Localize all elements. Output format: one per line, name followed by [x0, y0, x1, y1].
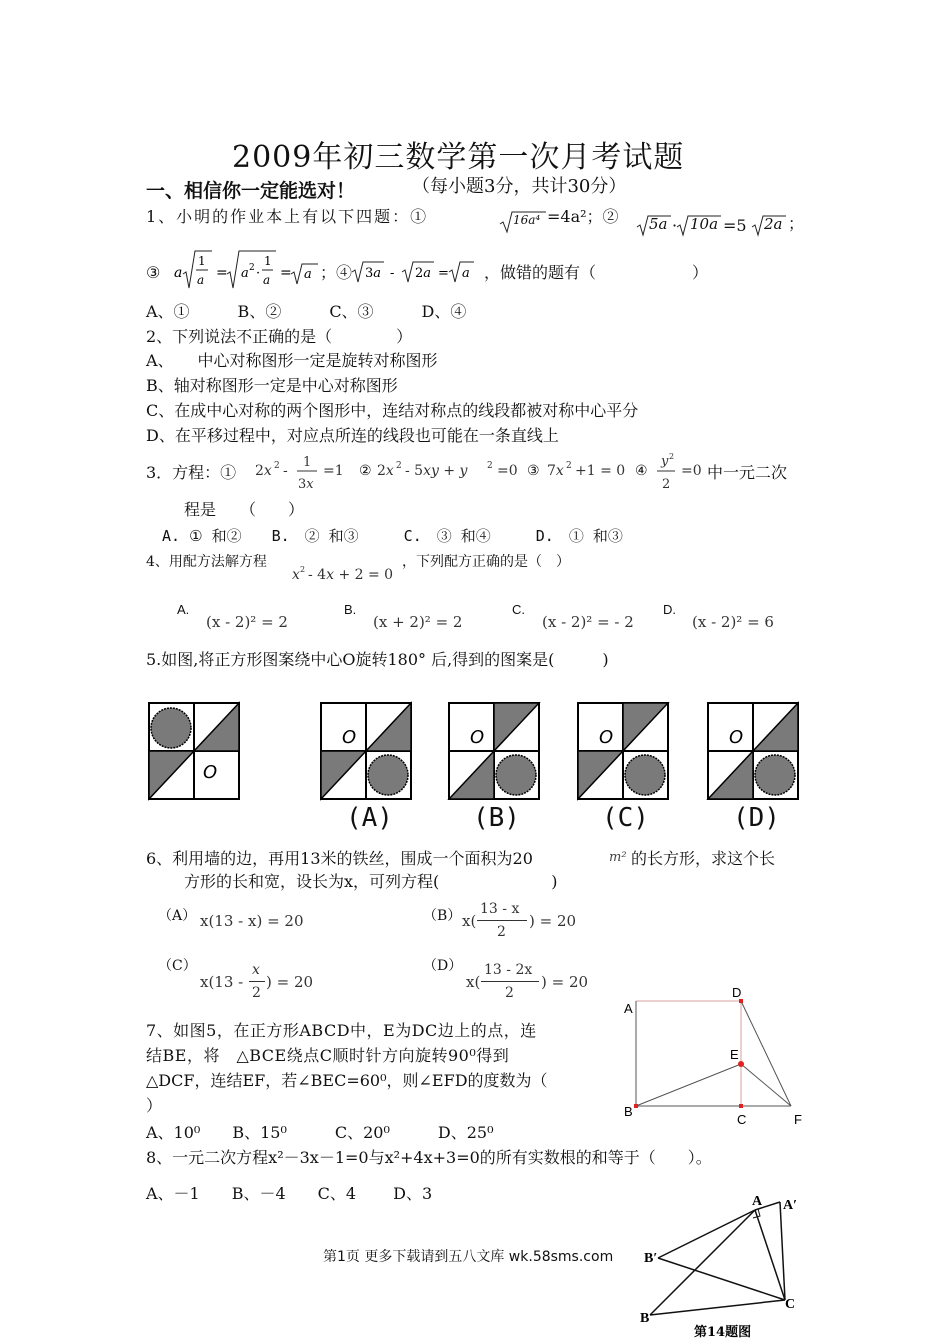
svg-text:2: 2: [669, 452, 675, 461]
svg-text:2: 2: [274, 461, 280, 471]
fraction-bar: [477, 920, 527, 921]
q5-label-b: (B): [473, 803, 520, 833]
svg-text:2: 2: [566, 461, 572, 471]
svg-text:2: 2: [249, 263, 255, 273]
q4-option-d-label: D.: [663, 602, 676, 617]
q1-expr1: 16a⁴: [513, 213, 541, 227]
fig14-label-b-prime: B′: [644, 1251, 658, 1266]
q1-expr2c: 2a: [764, 215, 783, 233]
q6-option-c-post: ) = 20: [266, 973, 314, 991]
fig14-caption: 第14题图: [694, 1325, 752, 1340]
q3-options: A. ① 和② B. ② 和③ C. ③ 和④ D. ① 和③: [162, 527, 623, 545]
svg-text:a: a: [241, 266, 249, 281]
q8-stem: 8、一元二次方程x²－3x－1=0与x²+4x+3=0的所有实数根的和等于（ ）。: [146, 1148, 712, 1167]
svg-text:2x: 2x: [255, 463, 272, 479]
q6-option-b-den: 2: [497, 924, 506, 940]
q4-stem: 4、用配方法解方程: [146, 554, 267, 570]
fig14-label-b: B: [640, 1311, 650, 1326]
q1-expr2a: 5a: [649, 215, 668, 233]
q1-part5: ；④: [320, 263, 353, 282]
svg-text:=: =: [438, 266, 449, 281]
svg-text:+1 = 0: +1 = 0: [575, 463, 626, 479]
q4-option-a-label: A.: [177, 602, 190, 617]
q2-option-a: A、 中心对称图形一定是旋转对称图形: [146, 351, 438, 370]
svg-text:a: a: [462, 266, 470, 281]
svg-text:2: 2: [396, 461, 402, 471]
q4-option-c: (x - 2)² = - 2: [542, 613, 634, 631]
q6-option-c-pre: x(13 -: [200, 973, 244, 991]
svg-text:=1: =1: [323, 463, 344, 479]
page-footer: 第1页 更多下载请到五八文库 wk.58sms.com: [323, 1249, 614, 1265]
svg-text:2a: 2a: [415, 266, 432, 281]
q5-option-b-pattern[interactable]: [448, 702, 542, 802]
point-label-c: C: [737, 1112, 747, 1127]
q6-option-c-label: （C）: [158, 958, 197, 974]
q6-option-b-pre: x(: [462, 912, 477, 930]
svg-text:y: y: [661, 454, 669, 469]
svg-text:O: O: [599, 727, 614, 748]
svg-text:-: -: [390, 266, 395, 281]
fraction-bar: [249, 981, 265, 982]
svg-text:·: ·: [256, 266, 261, 281]
svg-text:2: 2: [300, 565, 306, 574]
q6-option-b-post: ) = 20: [529, 912, 577, 930]
q1-part1: =4a²；②: [547, 207, 619, 226]
svg-text:2x: 2x: [377, 463, 394, 479]
q7-line4: ）: [146, 1096, 163, 1115]
svg-text:-: -: [283, 463, 288, 479]
q3-line2: 程是 （ ）: [184, 500, 305, 519]
point-label-e: E: [730, 1047, 739, 1062]
q2-option-b: B、轴对称图形一定是中心对称图形: [146, 376, 398, 395]
q5-label-d: (D): [733, 803, 780, 833]
q1-expression3: [172, 248, 320, 296]
q6-option-d-label: （D）: [423, 958, 463, 974]
q8-options: A、－1 B、－4 C、4 D、3: [146, 1184, 433, 1203]
q6-option-a: x(13 - x) = 20: [200, 912, 304, 930]
q4-tail: ，下列配方正确的是（ ）: [402, 554, 570, 570]
q6-option-c-den: 2: [252, 985, 261, 1001]
q4-option-d: (x - 2)² = 6: [692, 613, 774, 631]
q4-option-c-label: C.: [512, 602, 525, 617]
q7-line3: △DCF，连结EF，若∠BEC=60⁰，则∠EFD的度数为（: [146, 1071, 548, 1090]
q1-options: A、① B、② C、③ D、④: [146, 302, 467, 321]
svg-text:=0: =0: [681, 463, 702, 479]
q5-label-a: (A): [346, 803, 393, 833]
q7-line2: 结BE，将 △BCE绕点C顺时针方向旋转90⁰得到: [146, 1046, 510, 1065]
q4-option-a: (x - 2)² = 2: [206, 613, 288, 631]
fraction-bar: [481, 981, 539, 982]
svg-text:a: a: [304, 267, 312, 282]
svg-text:3a: 3a: [365, 266, 382, 281]
q1-part4: ③: [146, 263, 161, 282]
q6-option-a-label: （A）: [158, 908, 197, 924]
dot-symbol: ·: [672, 216, 678, 235]
point-label-f: F: [794, 1112, 802, 1127]
q1-part6: ，做错的题有（ ）: [484, 263, 709, 282]
svg-text:- 5xy + y: - 5xy + y: [405, 463, 468, 479]
q5-option-d-pattern[interactable]: [707, 702, 801, 802]
fig14-label-c: C: [785, 1297, 796, 1312]
svg-text:1: 1: [198, 254, 206, 268]
q2-stem: 2、下列说法不正确的是（ ）: [146, 327, 413, 346]
q6-option-d-pre: x(: [466, 973, 481, 991]
svg-text:x: x: [292, 567, 300, 583]
q5-stem: 5.如图,将正方形图案绕中心O旋转180° 后,得到的图案是( ): [146, 650, 609, 669]
svg-text:③: ③: [527, 463, 540, 479]
q6-option-d-num: 13 - 2x: [484, 962, 533, 978]
q1-part2: =5: [723, 216, 747, 235]
svg-text:a: a: [197, 273, 205, 287]
q6-stem: 6、利用墙的边，再用13米的铁丝，围成一个面积为20: [146, 849, 533, 868]
svg-text:O: O: [470, 727, 485, 748]
page-title: 2009年初三数学第一次月考试题: [232, 140, 685, 175]
q5-option-c-pattern[interactable]: [577, 702, 671, 802]
svg-text:O: O: [342, 727, 357, 748]
q1-expr2b: 10a: [690, 215, 719, 233]
q3-tail: 中一元二次: [707, 463, 788, 482]
svg-text:②: ②: [359, 463, 372, 479]
svg-text:=: =: [280, 265, 292, 281]
q4-equation: [290, 562, 405, 588]
q6-option-c-num: x: [252, 962, 260, 978]
svg-text:a: a: [263, 273, 271, 287]
q6-option-b-label: （B）: [423, 908, 462, 924]
section-note: （每小题3分，共计30分）: [412, 176, 627, 197]
point-label-b: B: [624, 1104, 633, 1119]
q7-figure: [618, 984, 818, 1134]
fig14-label-a: A: [752, 1194, 763, 1209]
svg-text:O: O: [729, 727, 744, 748]
q2-option-d: D、在平移过程中，对应点所连的线段也可能在一条直线上: [146, 426, 559, 445]
q1-part3: ；: [788, 214, 805, 233]
svg-text:- 4x + 2 = 0: - 4x + 2 = 0: [308, 567, 394, 583]
q3-equations: [251, 450, 707, 496]
q6-unit: m²: [609, 850, 627, 865]
point-label-d: D: [732, 985, 742, 1000]
q1-expression4: [352, 258, 482, 288]
q4-option-b: (x + 2)² = 2: [373, 613, 463, 631]
q5-option-a-pattern[interactable]: [320, 702, 414, 802]
q7-line1: 7、如图5，在正方形ABCD中，E为DC边上的点，连: [146, 1021, 537, 1040]
svg-text:2: 2: [487, 461, 493, 471]
svg-text:=0: =0: [497, 463, 518, 479]
svg-text:3x: 3x: [298, 477, 314, 492]
svg-text:1: 1: [264, 254, 272, 268]
svg-text:④: ④: [635, 463, 648, 479]
q5-original-pattern: [148, 702, 242, 802]
svg-text:a: a: [174, 265, 183, 281]
point-label-a: A: [624, 1001, 633, 1016]
section-heading: 一、相信你一定能选对！: [146, 180, 356, 202]
fig14-label-a-prime: A′: [783, 1198, 798, 1213]
q6-option-b-num: 13 - x: [480, 901, 520, 917]
q6-stem-tail: 的长方形，求这个长: [631, 849, 776, 868]
svg-text:7x: 7x: [547, 463, 564, 479]
svg-text:=: =: [216, 265, 228, 281]
q2-option-c: C、在成中心对称的两个图形中，连结对称点的线段都被对称中心平分: [146, 401, 639, 420]
q7-options: A、10⁰ B、15⁰ C、20⁰ D、25⁰: [146, 1123, 494, 1142]
q6-option-d-post: ) = 20: [541, 973, 589, 991]
svg-text:1: 1: [303, 455, 312, 470]
q4-option-b-label: B.: [344, 602, 357, 617]
q6-line2: 方形的长和宽，设长为x，可列方程( ): [184, 872, 558, 891]
q3-stem: 3．方程：①: [146, 463, 237, 482]
q5-label-c: (C): [602, 803, 649, 833]
figure-14: [640, 1190, 820, 1344]
q1-stem: 1、小明的作业本上有以下四题：①: [146, 207, 429, 226]
q5-center-label: O: [203, 762, 218, 783]
q6-option-d-den: 2: [505, 985, 514, 1001]
svg-text:2: 2: [662, 477, 671, 492]
